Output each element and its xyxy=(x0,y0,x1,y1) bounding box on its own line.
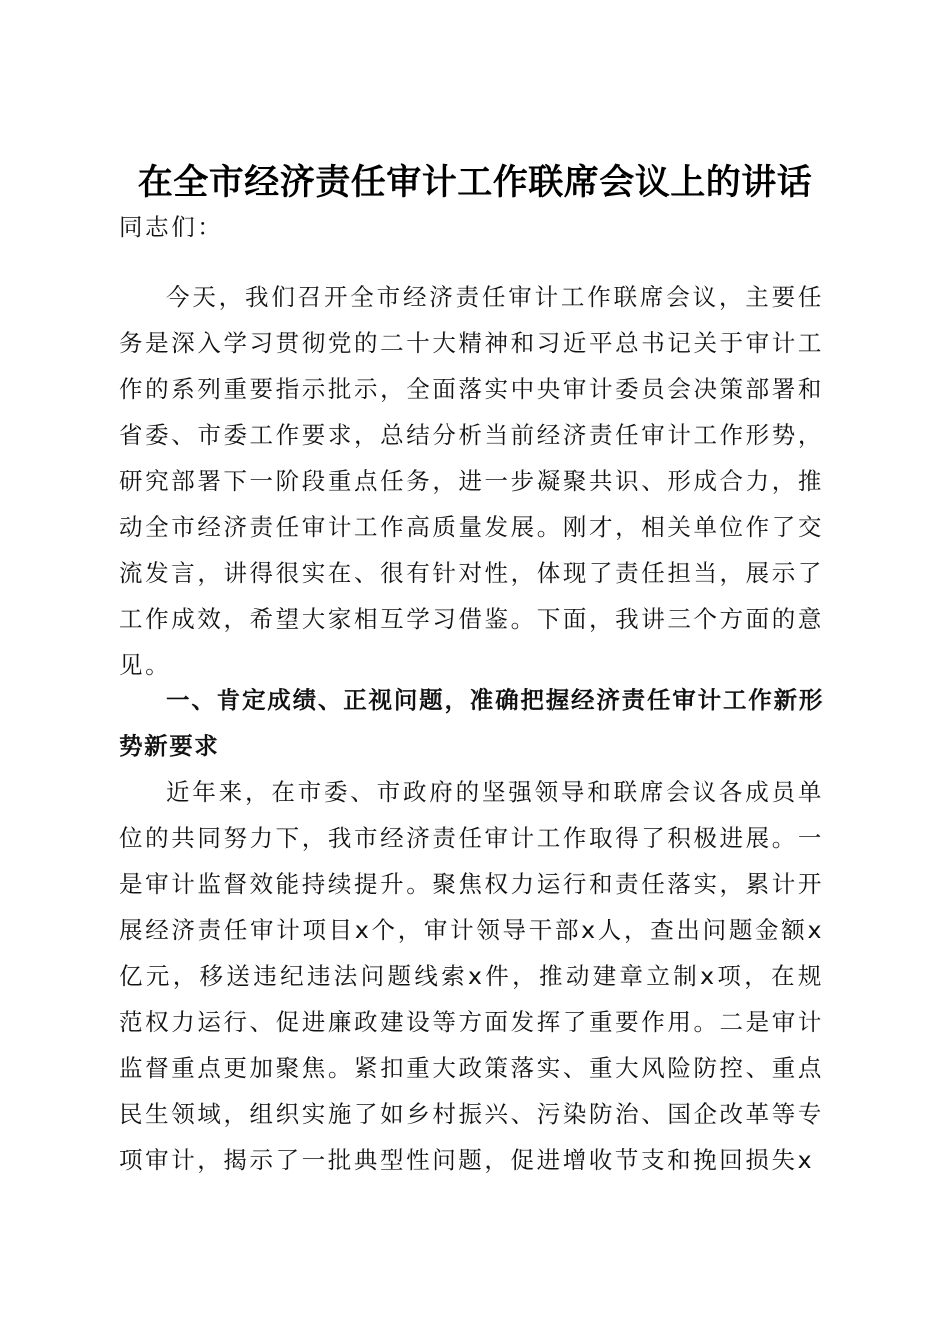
section-1-paragraph: 近年来，在市委、市政府的坚强领导和联席会议各成员单位的共同努力下，我市经济责任审计工作取得了积极进展。一是审计监督效能持续提升。聚焦权力运行和责任落实，累计开展经济责任审计项目x个，审计领导干部x人，查出问题金额x亿元，移送违纪违法问题线索x件，推动建章立制x项，在规范权力运行、促进廉政建设等方面发挥了重要作用。二是审计监督重点更加聚焦。紧扣重大政策落实、重大风险防控、重点民生领域，组织实施了如乡村振兴、污染防治、国企改革等专项审计，揭示了一批典型性问题，促进增收节支和挽回损失x xyxy=(119,778,824,1174)
section-heading-1: 一、肯定成绩、正视问题，准确把握经济责任审计工作新形势新要求 xyxy=(119,686,824,760)
opening-paragraph: 今天，我们召开全市经济责任审计工作联席会议，主要任务是深入学习贯彻党的二十大精神和习近平总书记关于审计工作的系列重要指示批示，全面落实中央审计委员会决策部署和省委、市委工作要求，总结分析当前经济责任审计工作形势，研究部署下一阶段重点任务，进一步凝聚共识、形成合力，推动全市经济责任审计工作高质量发展。刚才，相关单位作了交流发言，讲得很实在、很有针对性，体现了责任担当，展示了工作成效，希望大家相互学习借鉴。下面，我讲三个方面的意见。 xyxy=(119,283,824,679)
salutation: 同志们： xyxy=(119,213,224,241)
document-title: 在全市经济责任审计工作联席会议上的讲话 xyxy=(137,162,813,204)
